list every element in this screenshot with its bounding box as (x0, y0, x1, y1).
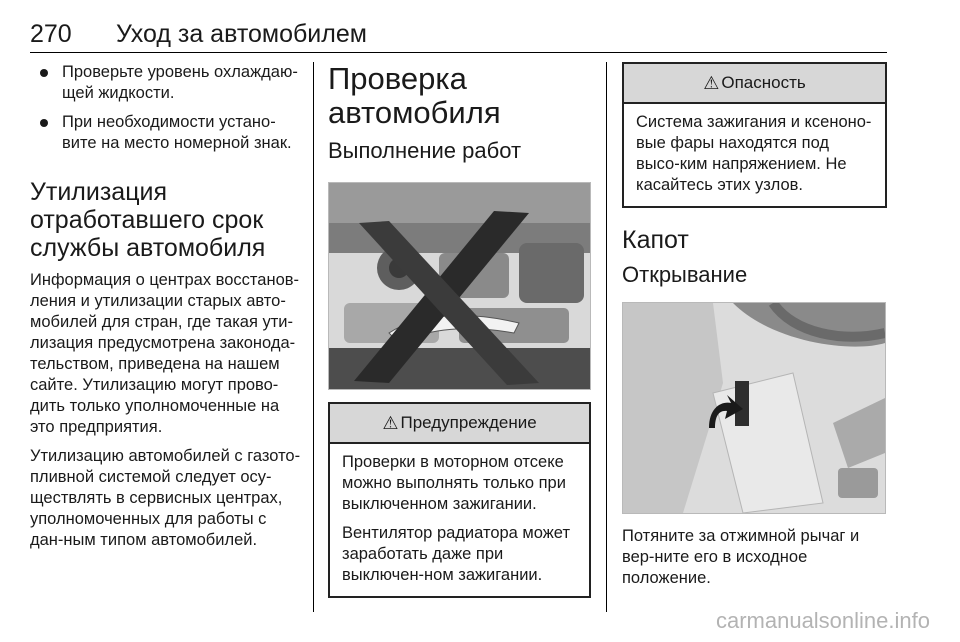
chapter-title: Проверка автомобиля (328, 61, 501, 130)
section-heading-hood: Капот (622, 226, 689, 254)
danger-header (624, 64, 885, 104)
column-divider (313, 62, 314, 612)
paragraph: Потяните за отжимной рычаг и вер-ните его в исходное положение. (622, 527, 860, 587)
paragraph: Информация о центрах восстанов-ления и утилизации старых авто-мобилей для стран, где такая ути-лизация предусмотрена законода-тельством, приведена на нашем сайте. Утилизацию могут прово-дить только уполномоченные на это предприятия. (30, 271, 300, 436)
bullet-list (30, 62, 302, 154)
paragraph: Утилизацию автомобилей с газото-пливной системой следует осу-ществлять в сервисных центрах, уполномоченных для работы с дан-ным типом автомобилей. (30, 447, 301, 549)
section-subtitle: Выполнение работ (328, 138, 522, 163)
list-item: Проверьте уровень охлаждаю-щей жидкости. (30, 62, 302, 104)
section-heading-recycling: Утилизация отработавшего срок службы автомобиля (30, 178, 266, 262)
column-1 (30, 62, 302, 559)
section-subtitle-opening: Открывание (622, 262, 748, 287)
hood-release-photo (622, 302, 886, 514)
danger-body (624, 104, 885, 206)
engine-bay-illustration (329, 183, 590, 389)
page-number: 270 (30, 20, 72, 48)
column-divider (606, 62, 607, 612)
warning-box (328, 402, 591, 598)
column-2 (328, 62, 591, 598)
bullet-icon (40, 119, 48, 127)
page-header (30, 8, 887, 53)
hood-release-illustration (623, 303, 885, 513)
warning-body (330, 444, 589, 596)
running-title: Уход за автомобилем (116, 20, 367, 48)
bullet-icon (40, 69, 48, 77)
danger-text: Система зажигания и ксеноно-вые фары находятся под высо-ким напряжением. Не касайтесь этих узлов. (636, 113, 872, 194)
engine-bay-photo (328, 182, 591, 390)
danger-box (622, 62, 887, 208)
danger-icon: ⚠ (703, 72, 720, 93)
warning-icon: ⚠ (382, 412, 399, 433)
list-item: При необходимости устано-вите на место номерной знак. (30, 112, 302, 154)
danger-title: Опасность (721, 73, 806, 92)
warning-header (330, 404, 589, 444)
warning-text: Проверки в моторном отсеке можно выполнять только при выключенном зажигании. (342, 453, 566, 513)
watermark: carmanualsonline.info (715, 608, 930, 633)
warning-text: Вентилятор радиатора может заработать даже при выключен-ном зажигании. (342, 524, 570, 584)
warning-title: Предупреждение (400, 413, 537, 432)
column-3 (622, 62, 887, 597)
